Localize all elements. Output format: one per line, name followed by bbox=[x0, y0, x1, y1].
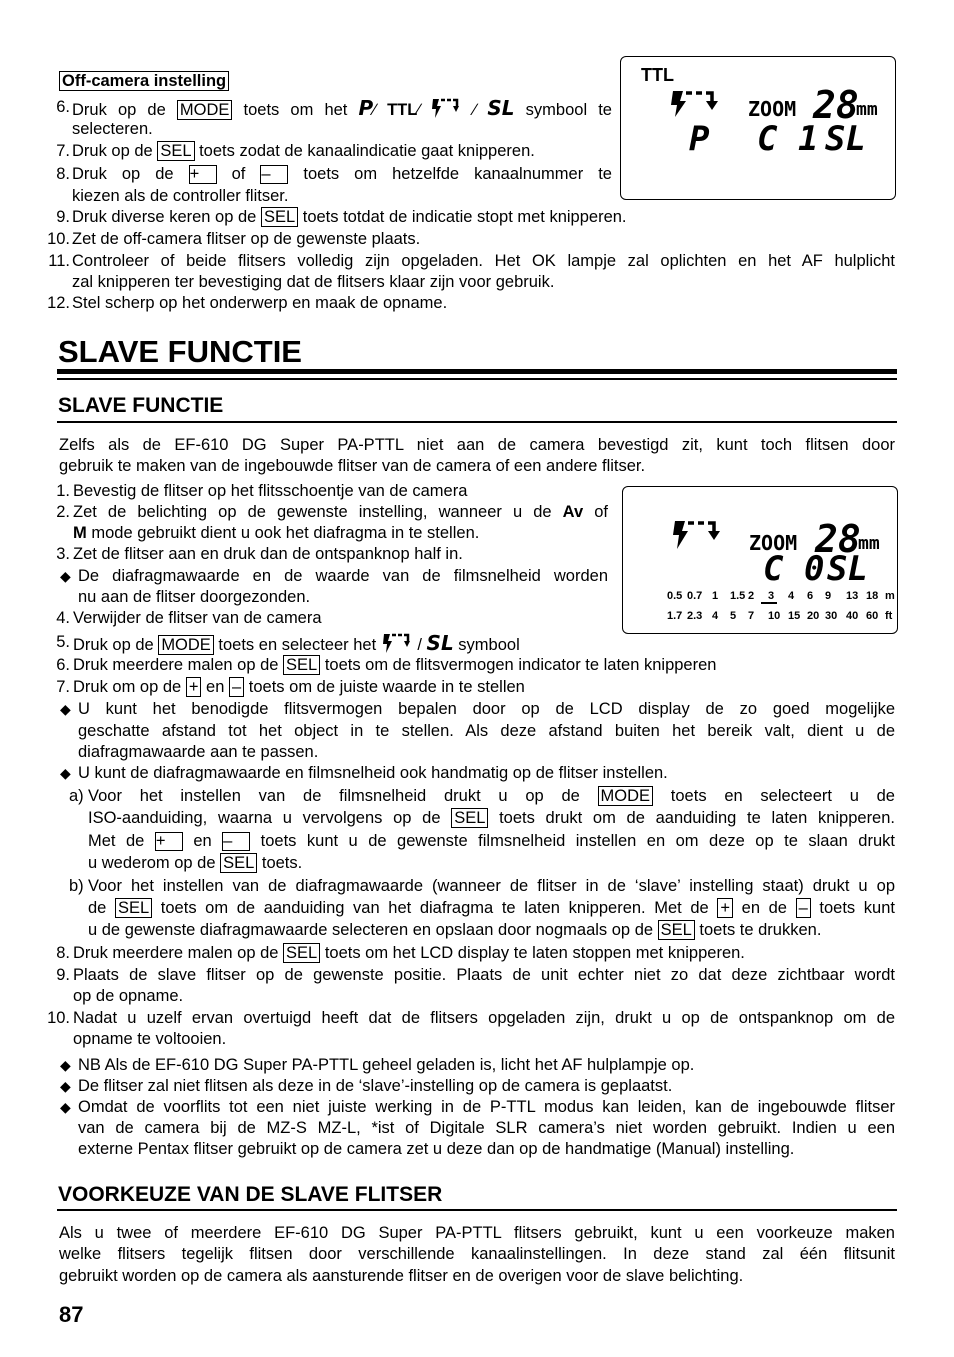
mode-key: MODE bbox=[598, 786, 654, 806]
lcd-scale-value: 1 bbox=[712, 590, 719, 602]
lcd-channel-c1: C 1 bbox=[757, 119, 819, 159]
lcd-scale-value: 4 bbox=[712, 610, 719, 622]
lcd-scale-value: 0.5 bbox=[667, 590, 683, 602]
minus-key: – bbox=[222, 832, 250, 851]
lcd-zoom-value: 28 bbox=[813, 83, 859, 127]
lcd-scale-value: 2 bbox=[748, 590, 755, 602]
step-8-number: 8. bbox=[56, 944, 70, 962]
lcd-mode-p: P bbox=[689, 119, 710, 159]
lcd-distance-marker bbox=[761, 602, 777, 604]
step-9-number: 9. bbox=[56, 966, 70, 984]
offcamera-step-7-number: 7. bbox=[56, 142, 70, 160]
lcd-scale-value: 7 bbox=[748, 610, 755, 622]
lcd-scale-value: 2.3 bbox=[687, 610, 703, 622]
lcd-scale-value: 5 bbox=[730, 610, 737, 622]
sel-key: SEL bbox=[220, 853, 257, 873]
lcd-scale-unit-m: m bbox=[885, 590, 895, 602]
offcamera-step-9: Druk diverse keren op de SEL toets totdat de indicatie stopt met knipperen. bbox=[72, 208, 627, 226]
lcd-scale-value: 40 bbox=[846, 610, 859, 622]
lcd-scale-value: 13 bbox=[846, 590, 859, 602]
lcd-ttl-label: TTL bbox=[641, 65, 674, 85]
offcamera-step-7: Druk op de SEL toets zodat de kanaalindicatie gaat knipperen. bbox=[72, 142, 535, 160]
plus-key: + bbox=[155, 832, 183, 851]
lcd-unit-mm: mm bbox=[856, 99, 878, 120]
substep-a-line3: Met de + en – toets kunt u de gewenste filmsnelheid instellen en om deze op te slaan drukt bbox=[88, 832, 895, 850]
lcd-scale-value: 0.7 bbox=[687, 590, 703, 602]
lcd-zoom-label: ZOOM bbox=[748, 97, 797, 121]
step-3: Zet de flitser aan en druk dan de ontspanknop half in. bbox=[73, 545, 463, 563]
lcd-scale-value: 1.5 bbox=[730, 590, 746, 602]
step-2-number: 2. bbox=[56, 503, 70, 521]
note-1: NB Als de EF-610 DG Super PA-PTTL geheel geladen is, licht het AF hulplampje op. bbox=[78, 1056, 695, 1074]
sl-symbol-icon: SL bbox=[426, 631, 454, 655]
sel-key: SEL bbox=[283, 655, 320, 675]
minus-key: – bbox=[796, 898, 811, 918]
offcamera-step-11-line1: Controleer of beide flitsers volledig zijn opgeladen. Het OK lampje zal oplichten en het AF hulplicht bbox=[72, 252, 895, 270]
step-3-note-line1: De diafragmawaarde en de waarde van de filmsnelheid worden bbox=[78, 567, 608, 585]
offcamera-step-8-line1: Druk op de + of – toets om hetzelfde kanaalnummer te bbox=[72, 165, 612, 183]
step-1-number: 1. bbox=[56, 482, 70, 500]
substep-a-line4: u wederom op de SEL toets. bbox=[88, 854, 303, 872]
lcd-zoom-label: ZOOM bbox=[749, 531, 798, 555]
sel-key: SEL bbox=[658, 920, 695, 940]
offcamera-step-6-line1: Druk op de MODE toets om het P∕ TTL∕ ∕ SL symbool te bbox=[72, 96, 612, 120]
lcd-distance-feet-scale bbox=[667, 610, 891, 624]
sel-key: SEL bbox=[283, 943, 320, 963]
intro-line2: gebruik te maken van de ingebouwde flitser van de camera of een andere flitser. bbox=[59, 457, 646, 475]
offcamera-step-9-number: 9. bbox=[56, 208, 70, 226]
step-2-line2: M mode gebruikt dient u ook het diafragma in te stellen. bbox=[73, 524, 480, 542]
offcamera-step-12-number: 12. bbox=[47, 294, 70, 312]
title-rule-thin bbox=[57, 378, 897, 380]
offcamera-step-10: Zet de off-camera flitser op de gewenste plaats. bbox=[72, 230, 421, 248]
step-10-line2: opname te voltooien. bbox=[73, 1030, 227, 1048]
plus-key: + bbox=[186, 677, 202, 697]
page-title: SLAVE FUNCTIE bbox=[58, 334, 302, 369]
step-4-number: 4. bbox=[56, 609, 70, 627]
lcd-unit-mm: mm bbox=[858, 533, 880, 554]
step-6-number: 6. bbox=[56, 656, 70, 674]
lcd-scale-value: 9 bbox=[825, 590, 832, 602]
step-9-line2: op de opname. bbox=[73, 987, 184, 1005]
lcd-scale-value: 3 bbox=[768, 590, 775, 602]
step-5: Druk op de MODE toets en selecteer het / SL symbool bbox=[73, 631, 520, 655]
bullet-icon: ◆ bbox=[60, 1099, 71, 1115]
sl-symbol-icon: SL bbox=[487, 96, 515, 120]
substep-b-label: b) bbox=[69, 877, 84, 895]
step-3-number: 3. bbox=[56, 545, 70, 563]
substep-b-line3: u de gewenste diafragmawaarde selecteren en opslaan door nogmaals op de SEL toets te drukken. bbox=[88, 921, 822, 939]
lcd-mode-sl: SL bbox=[827, 549, 868, 589]
section-title-voorkeuze: VOORKEUZE VAN DE SLAVE FLITSER bbox=[58, 1183, 443, 1206]
lcd-scale-value: 1.7 bbox=[667, 610, 683, 622]
bullet-icon: ◆ bbox=[60, 765, 71, 781]
lcd-scale-value: 18 bbox=[866, 590, 879, 602]
title-rule-thick bbox=[57, 369, 897, 374]
lcd-channel-c0: C 0 bbox=[763, 549, 825, 589]
note-2: De flitser zal niet flitsen als deze in de ‘slave’-instelling op de camera is geplaatst. bbox=[78, 1077, 673, 1095]
sel-key: SEL bbox=[157, 141, 194, 161]
offcamera-step-11-line2: zal knipperen ter bevestiging dat de flitsers klaar zijn voor gebruik. bbox=[72, 273, 555, 291]
mode-key: MODE bbox=[158, 635, 214, 655]
step-10-number: 10. bbox=[47, 1009, 70, 1027]
offcamera-step-6-line2: selecteren. bbox=[72, 120, 153, 138]
step-9-line1: Plaats de slave flitser op de gewenste positie. Plaats de unit echter niet zo dat deze zichtbaar wordt bbox=[73, 966, 895, 984]
bullet-icon: ◆ bbox=[60, 1057, 71, 1073]
substep-b-line1: Voor het instellen van de diafragmawaarde (wanneer de flitser in de ‘slave’ instelling staat) drukt u op bbox=[88, 877, 895, 895]
step-4: Verwijder de flitser van de camera bbox=[73, 609, 322, 627]
step-7-note-a-line3: diafragmawaarde aan te passen. bbox=[78, 743, 319, 761]
wireless-flash-icon bbox=[381, 632, 413, 654]
section2-line1: Als u twee of meerdere EF-610 DG Super PA-PTTL flitsers gebruikt, kunt u een voorkeuze maken bbox=[59, 1224, 895, 1242]
step-6: Druk meerdere malen op de SEL toets om de flitsvermogen indicator te laten knipperen bbox=[73, 656, 717, 674]
step-1: Bevestig de flitser op het flitsschoentje van de camera bbox=[73, 482, 468, 500]
section2-line3: gebruikt worden op de camera als aansturende flitser en de overigen voor de slave belichting. bbox=[59, 1267, 744, 1285]
lcd-scale-value: 10 bbox=[768, 610, 781, 622]
plus-key: + bbox=[717, 898, 733, 918]
wireless-flash-icon bbox=[431, 100, 473, 119]
step-8: Druk meerdere malen op de SEL toets om het LCD display te laten stoppen met knipperen. bbox=[73, 944, 745, 962]
section2-line2: welke flitsers tegelijk flitsen door verschillende kanaalinstellingen. In deze stand zal één flitsunit bbox=[59, 1245, 895, 1263]
offcamera-title: Off-camera instelling bbox=[59, 71, 229, 91]
offcamera-step-6-number: 6. bbox=[56, 98, 70, 116]
step-5-number: 5. bbox=[56, 633, 70, 651]
offcamera-step-10-number: 10. bbox=[47, 230, 70, 248]
bullet-icon: ◆ bbox=[60, 701, 71, 717]
step-7-number: 7. bbox=[56, 678, 70, 696]
intro-line1: Zelfs als de EF-610 DG Super PA-PTTL niet aan de camera bevestigd zit, kunt toch flitsen door bbox=[59, 436, 895, 454]
sel-key: SEL bbox=[115, 898, 152, 918]
note-3-line3: externe Pentax flitser gebruikt op de camera zet u deze dan op de handmatige (Manual) instelling. bbox=[78, 1140, 795, 1158]
lcd-scale-unit-ft: ft bbox=[885, 610, 893, 622]
page-number: 87 bbox=[59, 1302, 84, 1327]
substep-a-line2: ISO-aanduiding, waarna u vervolgens op de SEL toets drukt om de aanduiding te laten knipperen. bbox=[88, 809, 895, 827]
minus-key: – bbox=[260, 165, 288, 184]
plus-key: + bbox=[189, 165, 217, 184]
offcamera-step-8-number: 8. bbox=[56, 165, 70, 183]
lcd-scale-value: 60 bbox=[866, 610, 879, 622]
note-3-line2: van de camera bij de MZ-S MZ-L, *ist of Digitale SLR camera’s niet worden gebruikt. Indien u een bbox=[78, 1119, 895, 1137]
p-symbol-icon: P bbox=[358, 96, 374, 120]
substep-a-label: a) bbox=[69, 787, 84, 805]
step-7-note-a-line2: geschatte afstand tot het object in te stellen. Als deze afstand buiten het bereik valt, dient u de bbox=[78, 722, 895, 740]
bullet-icon: ◆ bbox=[60, 1078, 71, 1094]
lcd-distance-meter-scale bbox=[667, 590, 895, 604]
sel-key: SEL bbox=[261, 207, 298, 227]
step-2-line1: Zet de belichting op de gewenste instelling, wanneer u de Av of bbox=[73, 503, 608, 521]
step-10-line1: Nadat u uzelf ervan overtuigd heeft dat de flitsers opgeladen zijn, drukt u op de ontspanknop om de bbox=[73, 1009, 895, 1027]
lcd-scale-value: 30 bbox=[825, 610, 838, 622]
lcd-scale-value: 4 bbox=[788, 590, 795, 602]
section-rule bbox=[57, 1209, 897, 1211]
lcd-mode-sl: SL bbox=[825, 119, 866, 159]
section-title-slave: SLAVE FUNCTIE bbox=[58, 394, 224, 417]
offcamera-step-11-number: 11. bbox=[48, 252, 70, 270]
lcd-scale-value: 20 bbox=[807, 610, 820, 622]
step-7: Druk om op de + en – toets om de juiste waarde in te stellen bbox=[73, 678, 525, 696]
bullet-icon: ◆ bbox=[60, 568, 71, 584]
substep-b-line2: de SEL toets om de aanduiding van het diafragma te laten knipperen. Met de + en de – toets kunt bbox=[88, 899, 895, 917]
mode-key: MODE bbox=[177, 100, 233, 120]
wireless-flash-icon bbox=[671, 519, 721, 551]
section-rule bbox=[57, 421, 897, 423]
step-3-note-line2: nu aan de flitser doorgezonden. bbox=[78, 588, 311, 606]
sel-key: SEL bbox=[451, 808, 488, 828]
step-7-note-b: U kunt de diafragmawaarde en filmsnelheid ook handmatig op de flitser instellen. bbox=[78, 764, 668, 782]
offcamera-step-12: Stel scherp op het onderwerp en maak de opname. bbox=[72, 294, 448, 312]
lcd-display-offcamera bbox=[620, 56, 896, 200]
step-7-note-a-line1: U kunt het benodigde flitsvermogen bepalen door op de LCD display de zo goed mogelijke bbox=[78, 700, 895, 718]
lcd-scale-value: 15 bbox=[788, 610, 801, 622]
lcd-display-slave bbox=[622, 486, 898, 634]
substep-a-line1: Voor het instellen van de filmsnelheid drukt u op de MODE toets en selecteert u de bbox=[88, 787, 895, 805]
note-3-line1: Omdat de voorflits tot een niet juiste werking in de P-TTL modus kan leiden, kan de ingebouwde flitser bbox=[78, 1098, 895, 1116]
lcd-zoom-value: 28 bbox=[815, 517, 861, 561]
lcd-scale-value: 6 bbox=[807, 590, 814, 602]
offcamera-step-8-line2: kiezen als de controller flitser. bbox=[72, 187, 289, 205]
wireless-flash-icon bbox=[669, 89, 719, 119]
minus-key: – bbox=[229, 677, 244, 697]
